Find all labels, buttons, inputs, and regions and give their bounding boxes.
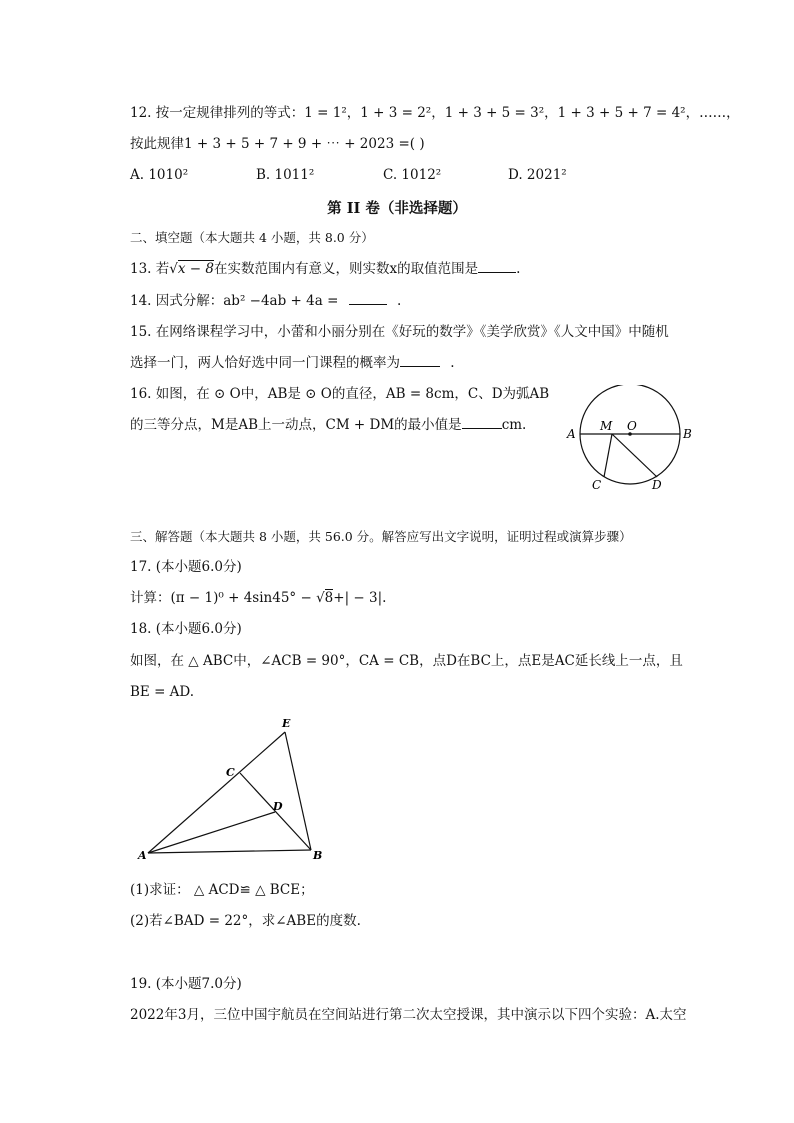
q19-line1: 2022年3月，三位中国宇航员在空间站进行第二次太空授课，其中演示以下四个实验：A.太空 xyxy=(130,1007,687,1023)
label-b: B xyxy=(683,427,692,441)
segment-ae xyxy=(148,732,285,853)
q12-line1: 12. 按一定规律排列的等式：1 = 1²，1 + 3 = 2²，1 + 3 + 5 = 3²，1 + 3 + 5 + 7 = 4²，……， xyxy=(130,105,740,121)
section3-header: 三、解答题（本大题共 8 小题，共 56.0 分。解答应写出文字说明，证明过程或演算步骤） xyxy=(130,529,632,544)
q14 xyxy=(130,292,401,310)
answer-blank xyxy=(349,292,387,305)
q16-circle-figure xyxy=(562,385,702,495)
q17-body-pre: 计算：(π − 1)⁰ + 4sin45° − xyxy=(130,590,312,606)
q17-head: 17. (本小题6.0分) xyxy=(130,559,242,575)
q17-sqrt-content: 8 xyxy=(324,590,334,606)
q13-post: 在实数范围内有意义，则实数x的取值范围是 xyxy=(213,261,479,277)
sqrt-symbol: √ xyxy=(169,261,178,277)
label-c: C xyxy=(226,766,235,779)
sqrt-symbol: √ xyxy=(316,590,325,606)
q13 xyxy=(130,260,520,278)
q17-body-post: +| − 3|. xyxy=(333,590,387,606)
q13-end: . xyxy=(516,261,521,277)
answer-blank xyxy=(400,354,440,367)
answer-blank xyxy=(462,416,502,429)
label-e: E xyxy=(282,717,291,730)
q13-pre: 13. 若 xyxy=(130,261,170,277)
section2-header: 二、填空题（本大题共 4 小题，共 8.0 分） xyxy=(130,230,374,245)
q18-line1: 如图，在 △ ABC中，∠ACB = 90°，CA = CB，点D在BC上，点E是AC延长线上一点，且 xyxy=(130,653,683,669)
q18-head: 18. (本小题6.0分) xyxy=(130,621,242,637)
q14-end: . xyxy=(396,293,402,309)
q12-option-c: C. 1012² xyxy=(383,167,442,183)
q18-part1: (1)求证： △ ACD≌ △ BCE； xyxy=(130,882,314,898)
q16-line2b: cm. xyxy=(501,417,527,433)
answer-blank xyxy=(478,260,516,273)
q12-option-d: D. 2021² xyxy=(508,167,567,183)
label-d: D xyxy=(652,478,662,492)
label-a: A xyxy=(567,427,576,441)
q17-body xyxy=(130,589,386,607)
label-a: A xyxy=(138,849,147,862)
q19-head: 19. (本小题7.0分) xyxy=(130,976,242,992)
q15-line2-text: 选择一门，两人恰好选中同一门课程的概率为 xyxy=(130,355,400,371)
label-b: B xyxy=(313,849,323,862)
q15-end: . xyxy=(450,355,455,371)
label-d: D xyxy=(273,800,283,813)
q18-part2: (2)若∠BAD = 22°，求∠ABE的度数. xyxy=(130,913,361,929)
q16-line2a: 的三等分点，M是AB上一动点，CM + DM的最小值是 xyxy=(130,417,462,433)
section2-title: 第 II 卷（非选择题） xyxy=(327,200,467,217)
label-m: M xyxy=(600,419,613,433)
q13-sqrt-content: x − 8 xyxy=(177,261,214,277)
segment-ab xyxy=(148,850,311,853)
q15-line1: 15. 在网络课程学习中，小蕾和小丽分别在《好玩的数学》《美学欣赏》《人文中国》中随机 xyxy=(130,324,669,340)
q16-line1: 16. 如图，在 ⊙ O中，AB是 ⊙ O的直径，AB = 8cm，C、D为弧AB xyxy=(130,386,550,402)
segment-ad xyxy=(148,812,275,853)
q12-option-a: A. 1010² xyxy=(130,167,189,183)
q16-line2 xyxy=(130,416,526,434)
segment-md xyxy=(612,434,657,477)
q14-pre: 14. 因式分解：ab² −4ab + 4a = xyxy=(130,293,339,309)
label-c: C xyxy=(592,478,602,492)
label-o: O xyxy=(627,419,637,433)
q18-line2: BE = AD. xyxy=(130,684,195,700)
segment-eb xyxy=(285,732,311,850)
q12-line2: 按此规律1 + 3 + 5 + 7 + 9 + ⋯ + 2023 =( ) xyxy=(130,136,425,152)
q18-triangle-figure xyxy=(130,712,340,867)
q12-option-b: B. 1011² xyxy=(256,167,315,183)
q15-line2 xyxy=(130,354,455,372)
segment-mc xyxy=(604,434,612,477)
